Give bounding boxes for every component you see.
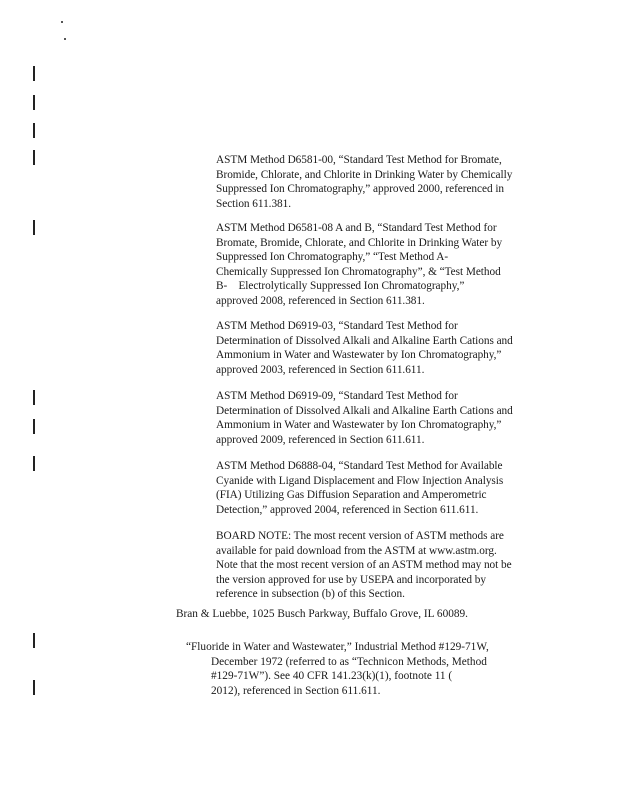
revision-bar: [33, 220, 35, 235]
revision-bar: [33, 419, 35, 434]
revision-bar: [33, 95, 35, 110]
revision-bar: [33, 390, 35, 405]
publisher-address: [176, 607, 536, 622]
note-line: the version approved for use by USEPA and incorporated by: [216, 573, 487, 586]
astm-d6888-04-entry: [216, 459, 546, 517]
astm-d6581-00-entry: [216, 153, 546, 211]
entry-line: Chemically Suppressed Ion Chromatography”, & “Test Method: [216, 265, 501, 278]
scan-speck: [64, 38, 66, 40]
entry-line: 2012), referenced in Section 611.611.: [211, 684, 381, 697]
entry-line: Bromide, Chlorate, and Chlorite in Drinking Water by Chemically: [216, 168, 513, 181]
note-line: BOARD NOTE: The most recent version of ASTM methods are: [216, 530, 504, 542]
revision-bar: [33, 150, 35, 165]
board-note: [216, 529, 546, 602]
entry-line: Cyanide with Ligand Displacement and Flow Injection Analysis: [216, 474, 504, 487]
entry-line: ASTM Method D6919-09, “Standard Test Method for: [216, 390, 458, 402]
note-line: reference in subsection (b) of this Section.: [216, 588, 405, 601]
entry-line: “Fluoride in Water and Wastewater,” Industrial Method #129-71W,: [186, 641, 489, 653]
entry-line: Section 611.381.: [216, 197, 292, 210]
entry-line: Suppressed Ion Chromatography,” “Test Method A-: [216, 251, 449, 264]
entry-line: B- Electrolytically Suppressed Ion Chromatography,”: [216, 280, 465, 293]
entry-line: Ammonium in Water and Wastewater by Ion Chromatography,”: [216, 349, 502, 362]
revision-bar: [33, 680, 35, 695]
entry-line: (FIA) Utilizing Gas Diffusion Separation and Amperometric: [216, 489, 487, 502]
entry-line: approved 2008, referenced in Section 611.381.: [216, 294, 425, 307]
revision-bar: [33, 456, 35, 471]
scan-speck: [61, 21, 63, 23]
entry-line: Suppressed Ion Chromatography,” approved 2000, referenced in: [216, 183, 505, 196]
entry-line: ASTM Method D6919-03, “Standard Test Method for: [216, 320, 458, 332]
revision-bar: [33, 633, 35, 648]
entry-line: Ammonium in Water and Wastewater by Ion Chromatography,”: [216, 419, 502, 432]
entry-line: December 1972 (referred to as “Technicon Methods, Method: [211, 655, 487, 668]
entry-line: ASTM Method D6581-08 A and B, “Standard Test Method for: [216, 222, 497, 234]
entry-line: Detection,” approved 2004, referenced in Section 611.611.: [216, 503, 479, 516]
entry-line: approved 2009, referenced in Section 611.611.: [216, 433, 425, 446]
astm-d6919-09-entry: [216, 389, 546, 447]
entry-line: Bromate, Bromide, Chlorate, and Chlorite in Drinking Water by: [216, 236, 503, 249]
note-line: available for paid download from the ASTM at www.astm.org.: [216, 544, 497, 557]
note-line: Note that the most recent version of an ASTM method may not be: [216, 559, 512, 572]
revision-bar: [33, 66, 35, 81]
entry-line: ASTM Method D6888-04, “Standard Test Method for Available: [216, 460, 503, 472]
entry-line: approved 2003, referenced in Section 611.611.: [216, 363, 425, 376]
entry-line: Determination of Dissolved Alkali and Alkaline Earth Cations and: [216, 404, 513, 417]
entry-line: #129-71W”). See 40 CFR 141.23(k)(1), footnote 11 (: [211, 670, 453, 683]
astm-d6919-03-entry: [216, 319, 546, 377]
publisher-line: Bran & Luebbe, 1025 Busch Parkway, Buffalo Grove, IL 60089.: [176, 608, 468, 620]
astm-d6581-08-entry: [216, 221, 546, 309]
entry-line: Determination of Dissolved Alkali and Alkaline Earth Cations and: [216, 334, 513, 347]
revision-bar: [33, 123, 35, 138]
entry-line: ASTM Method D6581-00, “Standard Test Method for Bromate,: [216, 154, 502, 166]
fluoride-method-entry: [186, 640, 546, 698]
